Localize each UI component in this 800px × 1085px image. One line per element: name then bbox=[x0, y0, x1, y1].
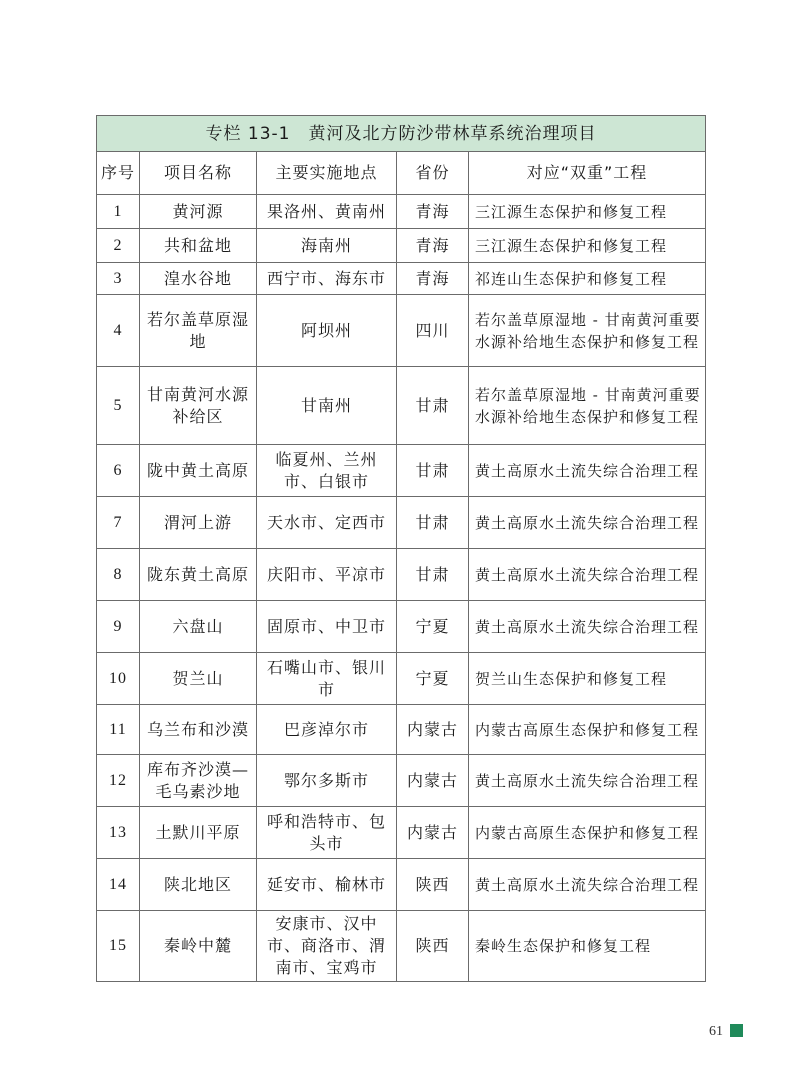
row-province: 内蒙古 bbox=[397, 705, 469, 755]
row-no: 7 bbox=[97, 497, 140, 549]
row-province: 四川 bbox=[397, 295, 469, 367]
header-location: 主要实施地点 bbox=[257, 152, 397, 195]
row-no: 2 bbox=[97, 229, 140, 263]
row-project: 三江源生态保护和修复工程 bbox=[469, 195, 706, 229]
row-location: 固原市、中卫市 bbox=[257, 601, 397, 653]
row-name: 陕北地区 bbox=[140, 859, 257, 911]
row-province: 青海 bbox=[397, 263, 469, 295]
row-project: 黄土高原水土流失综合治理工程 bbox=[469, 859, 706, 911]
row-name: 陇东黄土高原 bbox=[140, 549, 257, 601]
row-name: 陇中黄土高原 bbox=[140, 445, 257, 497]
table-header-row bbox=[97, 152, 706, 195]
row-name: 秦岭中麓 bbox=[140, 911, 257, 982]
row-project: 内蒙古高原生态保护和修复工程 bbox=[469, 705, 706, 755]
row-no: 8 bbox=[97, 549, 140, 601]
row-province: 宁夏 bbox=[397, 601, 469, 653]
row-project: 若尔盖草原湿地 - 甘南黄河重要水源补给地生态保护和修复工程 bbox=[469, 295, 706, 367]
table-row bbox=[97, 229, 706, 263]
row-location: 西宁市、海东市 bbox=[257, 263, 397, 295]
table-row bbox=[97, 755, 706, 807]
row-project: 黄土高原水土流失综合治理工程 bbox=[469, 445, 706, 497]
row-name: 贺兰山 bbox=[140, 653, 257, 705]
row-project: 黄土高原水土流失综合治理工程 bbox=[469, 497, 706, 549]
table-body bbox=[97, 195, 706, 982]
row-province: 青海 bbox=[397, 229, 469, 263]
row-location: 呼和浩特市、包头市 bbox=[257, 807, 397, 859]
table-row bbox=[97, 859, 706, 911]
row-location: 石嘴山市、银川市 bbox=[257, 653, 397, 705]
row-name: 乌兰布和沙漠 bbox=[140, 705, 257, 755]
row-location: 鄂尔多斯市 bbox=[257, 755, 397, 807]
table-row bbox=[97, 705, 706, 755]
row-location: 临夏州、兰州市、白银市 bbox=[257, 445, 397, 497]
row-no: 9 bbox=[97, 601, 140, 653]
page-marker-square bbox=[730, 1024, 743, 1037]
row-location: 阿坝州 bbox=[257, 295, 397, 367]
row-province: 陕西 bbox=[397, 911, 469, 982]
row-no: 3 bbox=[97, 263, 140, 295]
table-row bbox=[97, 601, 706, 653]
table-row bbox=[97, 295, 706, 367]
row-project: 若尔盖草原湿地 - 甘南黄河重要水源补给地生态保护和修复工程 bbox=[469, 367, 706, 445]
row-name: 黄河源 bbox=[140, 195, 257, 229]
row-project: 三江源生态保护和修复工程 bbox=[469, 229, 706, 263]
row-no: 1 bbox=[97, 195, 140, 229]
table-row bbox=[97, 497, 706, 549]
row-name: 渭河上游 bbox=[140, 497, 257, 549]
row-province: 宁夏 bbox=[397, 653, 469, 705]
row-no: 15 bbox=[97, 911, 140, 982]
row-project: 黄土高原水土流失综合治理工程 bbox=[469, 755, 706, 807]
row-name: 六盘山 bbox=[140, 601, 257, 653]
project-table bbox=[96, 115, 706, 982]
row-name: 共和盆地 bbox=[140, 229, 257, 263]
row-name: 湟水谷地 bbox=[140, 263, 257, 295]
table-row bbox=[97, 263, 706, 295]
row-no: 5 bbox=[97, 367, 140, 445]
row-no: 6 bbox=[97, 445, 140, 497]
row-name: 库布齐沙漠—毛乌素沙地 bbox=[140, 755, 257, 807]
row-province: 甘肃 bbox=[397, 497, 469, 549]
row-project: 秦岭生态保护和修复工程 bbox=[469, 911, 706, 982]
row-no: 4 bbox=[97, 295, 140, 367]
row-province: 甘肃 bbox=[397, 367, 469, 445]
row-no: 13 bbox=[97, 807, 140, 859]
row-project: 祁连山生态保护和修复工程 bbox=[469, 263, 706, 295]
row-no: 14 bbox=[97, 859, 140, 911]
row-no: 11 bbox=[97, 705, 140, 755]
row-province: 甘肃 bbox=[397, 445, 469, 497]
row-location: 延安市、榆林市 bbox=[257, 859, 397, 911]
row-province: 陕西 bbox=[397, 859, 469, 911]
row-province: 内蒙古 bbox=[397, 807, 469, 859]
row-no: 12 bbox=[97, 755, 140, 807]
row-location: 海南州 bbox=[257, 229, 397, 263]
row-province: 青海 bbox=[397, 195, 469, 229]
row-project: 贺兰山生态保护和修复工程 bbox=[469, 653, 706, 705]
table-title: 专栏 13-1 黄河及北方防沙带林草系统治理项目 bbox=[97, 116, 706, 152]
header-name: 项目名称 bbox=[140, 152, 257, 195]
row-location: 天水市、定西市 bbox=[257, 497, 397, 549]
row-location: 果洛州、黄南州 bbox=[257, 195, 397, 229]
table-row bbox=[97, 445, 706, 497]
table-row bbox=[97, 549, 706, 601]
row-project: 内蒙古高原生态保护和修复工程 bbox=[469, 807, 706, 859]
row-province: 甘肃 bbox=[397, 549, 469, 601]
table-row bbox=[97, 911, 706, 982]
row-province: 内蒙古 bbox=[397, 755, 469, 807]
table-row bbox=[97, 195, 706, 229]
row-project: 黄土高原水土流失综合治理工程 bbox=[469, 601, 706, 653]
row-location: 甘南州 bbox=[257, 367, 397, 445]
row-location: 安康市、汉中市、商洛市、渭南市、宝鸡市 bbox=[257, 911, 397, 982]
row-project: 黄土高原水土流失综合治理工程 bbox=[469, 549, 706, 601]
row-name: 甘南黄河水源补给区 bbox=[140, 367, 257, 445]
row-location: 巴彦淖尔市 bbox=[257, 705, 397, 755]
header-province: 省份 bbox=[397, 152, 469, 195]
page-number: 61 bbox=[709, 1024, 723, 1039]
row-name: 土默川平原 bbox=[140, 807, 257, 859]
header-project: 对应“双重”工程 bbox=[469, 152, 706, 195]
table-row bbox=[97, 367, 706, 445]
row-no: 10 bbox=[97, 653, 140, 705]
table-row bbox=[97, 653, 706, 705]
header-no: 序号 bbox=[97, 152, 140, 195]
table-row bbox=[97, 807, 706, 859]
row-name: 若尔盖草原湿地 bbox=[140, 295, 257, 367]
row-location: 庆阳市、平凉市 bbox=[257, 549, 397, 601]
